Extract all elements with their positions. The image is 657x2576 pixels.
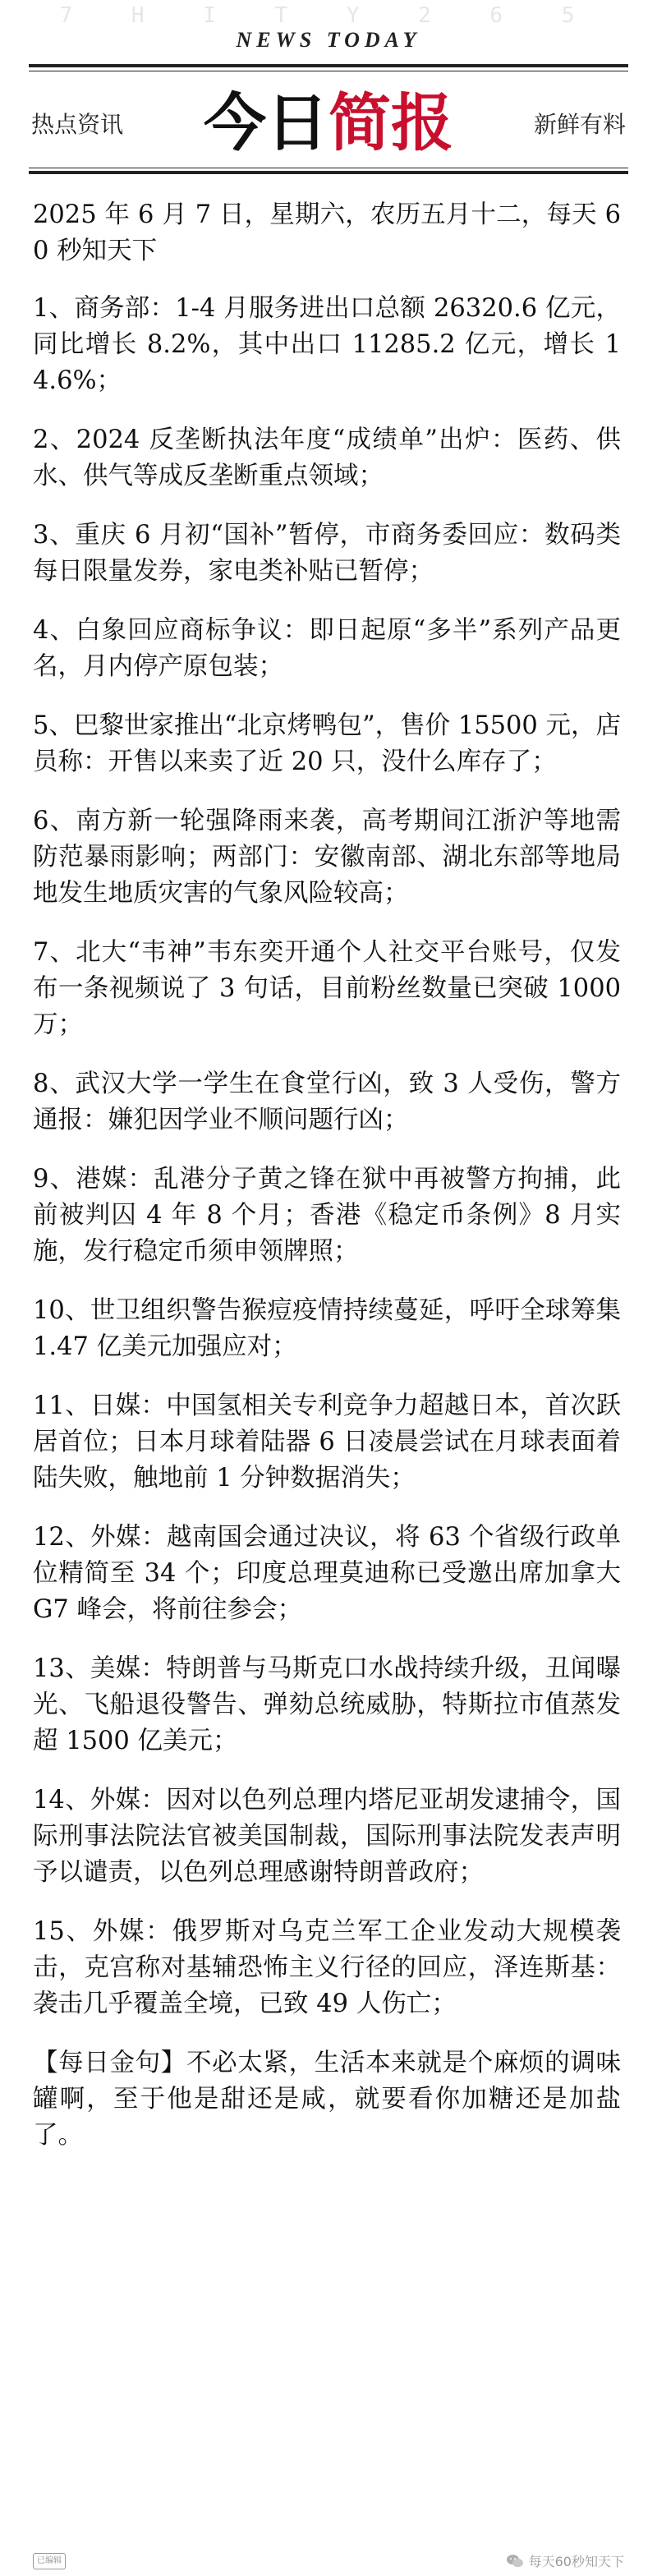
title-black: 今日: [204, 86, 328, 159]
title-red: 简报: [328, 86, 453, 159]
news-content: [33, 197, 621, 2177]
masthead: [0, 0, 657, 189]
wechat-icon: [506, 2554, 524, 2569]
news-item-5: 5、巴黎世家推出“北京烤鸭包”，售价 15500 元，店员称：开售以来卖了近 20 只，没什么库存了；: [33, 711, 622, 776]
news-item-9: 9、港媒：乱港分子黄之锋在狱中再被警方拘捕，此前被判囚 4 年 8 个月；香港《稳定币条例》8 月实施，发行稳定币须申领牌照；: [33, 1165, 621, 1266]
wechat-attribution[interactable]: [506, 2551, 624, 2570]
news-item-2: 2、2024 反垄断执法年度“成绩单”出炉：医药、供水、供气等成反垄断重点领域；: [33, 426, 621, 490]
faint-code: 7 H I T Y 2 6 5: [59, 3, 598, 28]
edited-badge: 已编辑: [33, 2553, 66, 2569]
news-item-3: 3、重庆 6 月初“国补”暂停，市商务委回应：数码类每日限量发券，家电类补贴已暂停；: [33, 521, 621, 586]
news-item-15: 15、外媒：俄罗斯对乌克兰军工企业发动大规模袭击，克宫称对基辅恐怖主义行径的回应，泽连斯基：袭击几乎覆盖全境，已致 49 人伤亡；: [33, 1917, 621, 2018]
bottom-rule-thick: [29, 171, 628, 174]
wechat-account-name: 每天60秒知天下: [528, 2554, 624, 2569]
news-item-10: 10、世卫组织警告猴痘疫情持续蔓延，呼吁全球筹集 1.47 亿美元加强应对；: [33, 1296, 621, 1361]
top-rule-thick: [29, 64, 628, 67]
footer: [0, 2548, 657, 2573]
hot-news-label: 热点资讯: [31, 111, 124, 138]
daily-quote: 【每日金句】不必太紧，生活本来就是个麻烦的调味罐啊，至于他是甜还是咸，就要看你加糖还是加盐了。: [33, 2049, 621, 2150]
fresh-content-label: 新鲜有料: [533, 111, 626, 138]
news-item-8: 8、武汉大学一学生在食堂行凶，致 3 人受伤，警方通报：嫌犯因学业不顺问题行凶；: [33, 1070, 621, 1134]
news-item-6: 6、南方新一轮强降雨来袭，高考期间江浙沪等地需防范暴雨影响；两部门：安徽南部、湖北东部等地局地发生地质灾害的气象风险较高；: [33, 807, 621, 908]
news-item-14: 14、外媒：因对以色列总理内塔尼亚胡发逮捕令，国际刑事法院法官被美国制裁，国际刑事法院发表声明予以谴责，以色列总理感谢特朗普政府；: [33, 1786, 621, 1887]
news-item-4: 4、白象回应商标争议：即日起原“多半”系列产品更名，月内停产原包装；: [33, 616, 621, 681]
news-item-11: 11、日媒：中国氢相关专利竞争力超越日本，首次跃居首位；日本月球着陆器 6 日凌晨尝试在月球表面着陆失败，触地前 1 分钟数据消失；: [33, 1392, 621, 1493]
news-item-12: 12、外媒：越南国会通过决议，将 63 个省级行政单位精简至 34 个；印度总理莫迪称已受邀出席加拿大 G7 峰会，将前往参会；: [33, 1523, 621, 1624]
date-line: 2025 年 6 月 7 日，星期六，农历五月十二，每天 60 秒知天下: [33, 200, 621, 265]
news-item-13: 13、美媒：特朗普与马斯克口水战持续升级，丑闻曝光、飞船退役警告、弹劾总统威胁，特斯拉市值蒸发超 1500 亿美元；: [33, 1654, 621, 1755]
news-today-label: NEWS TODAY: [236, 28, 421, 52]
news-item-1: 1、商务部：1-4 月服务进出口总额 26320.6 亿元，同比增长 8.2%，其中出口 11285.2 亿元，增长 14.6%；: [33, 294, 621, 395]
news-item-7: 7、北大“韦神”韦东奕开通个人社交平台账号，仅发布一条视频说了 3 句话，目前粉丝数量已突破 1000 万；: [33, 938, 621, 1039]
